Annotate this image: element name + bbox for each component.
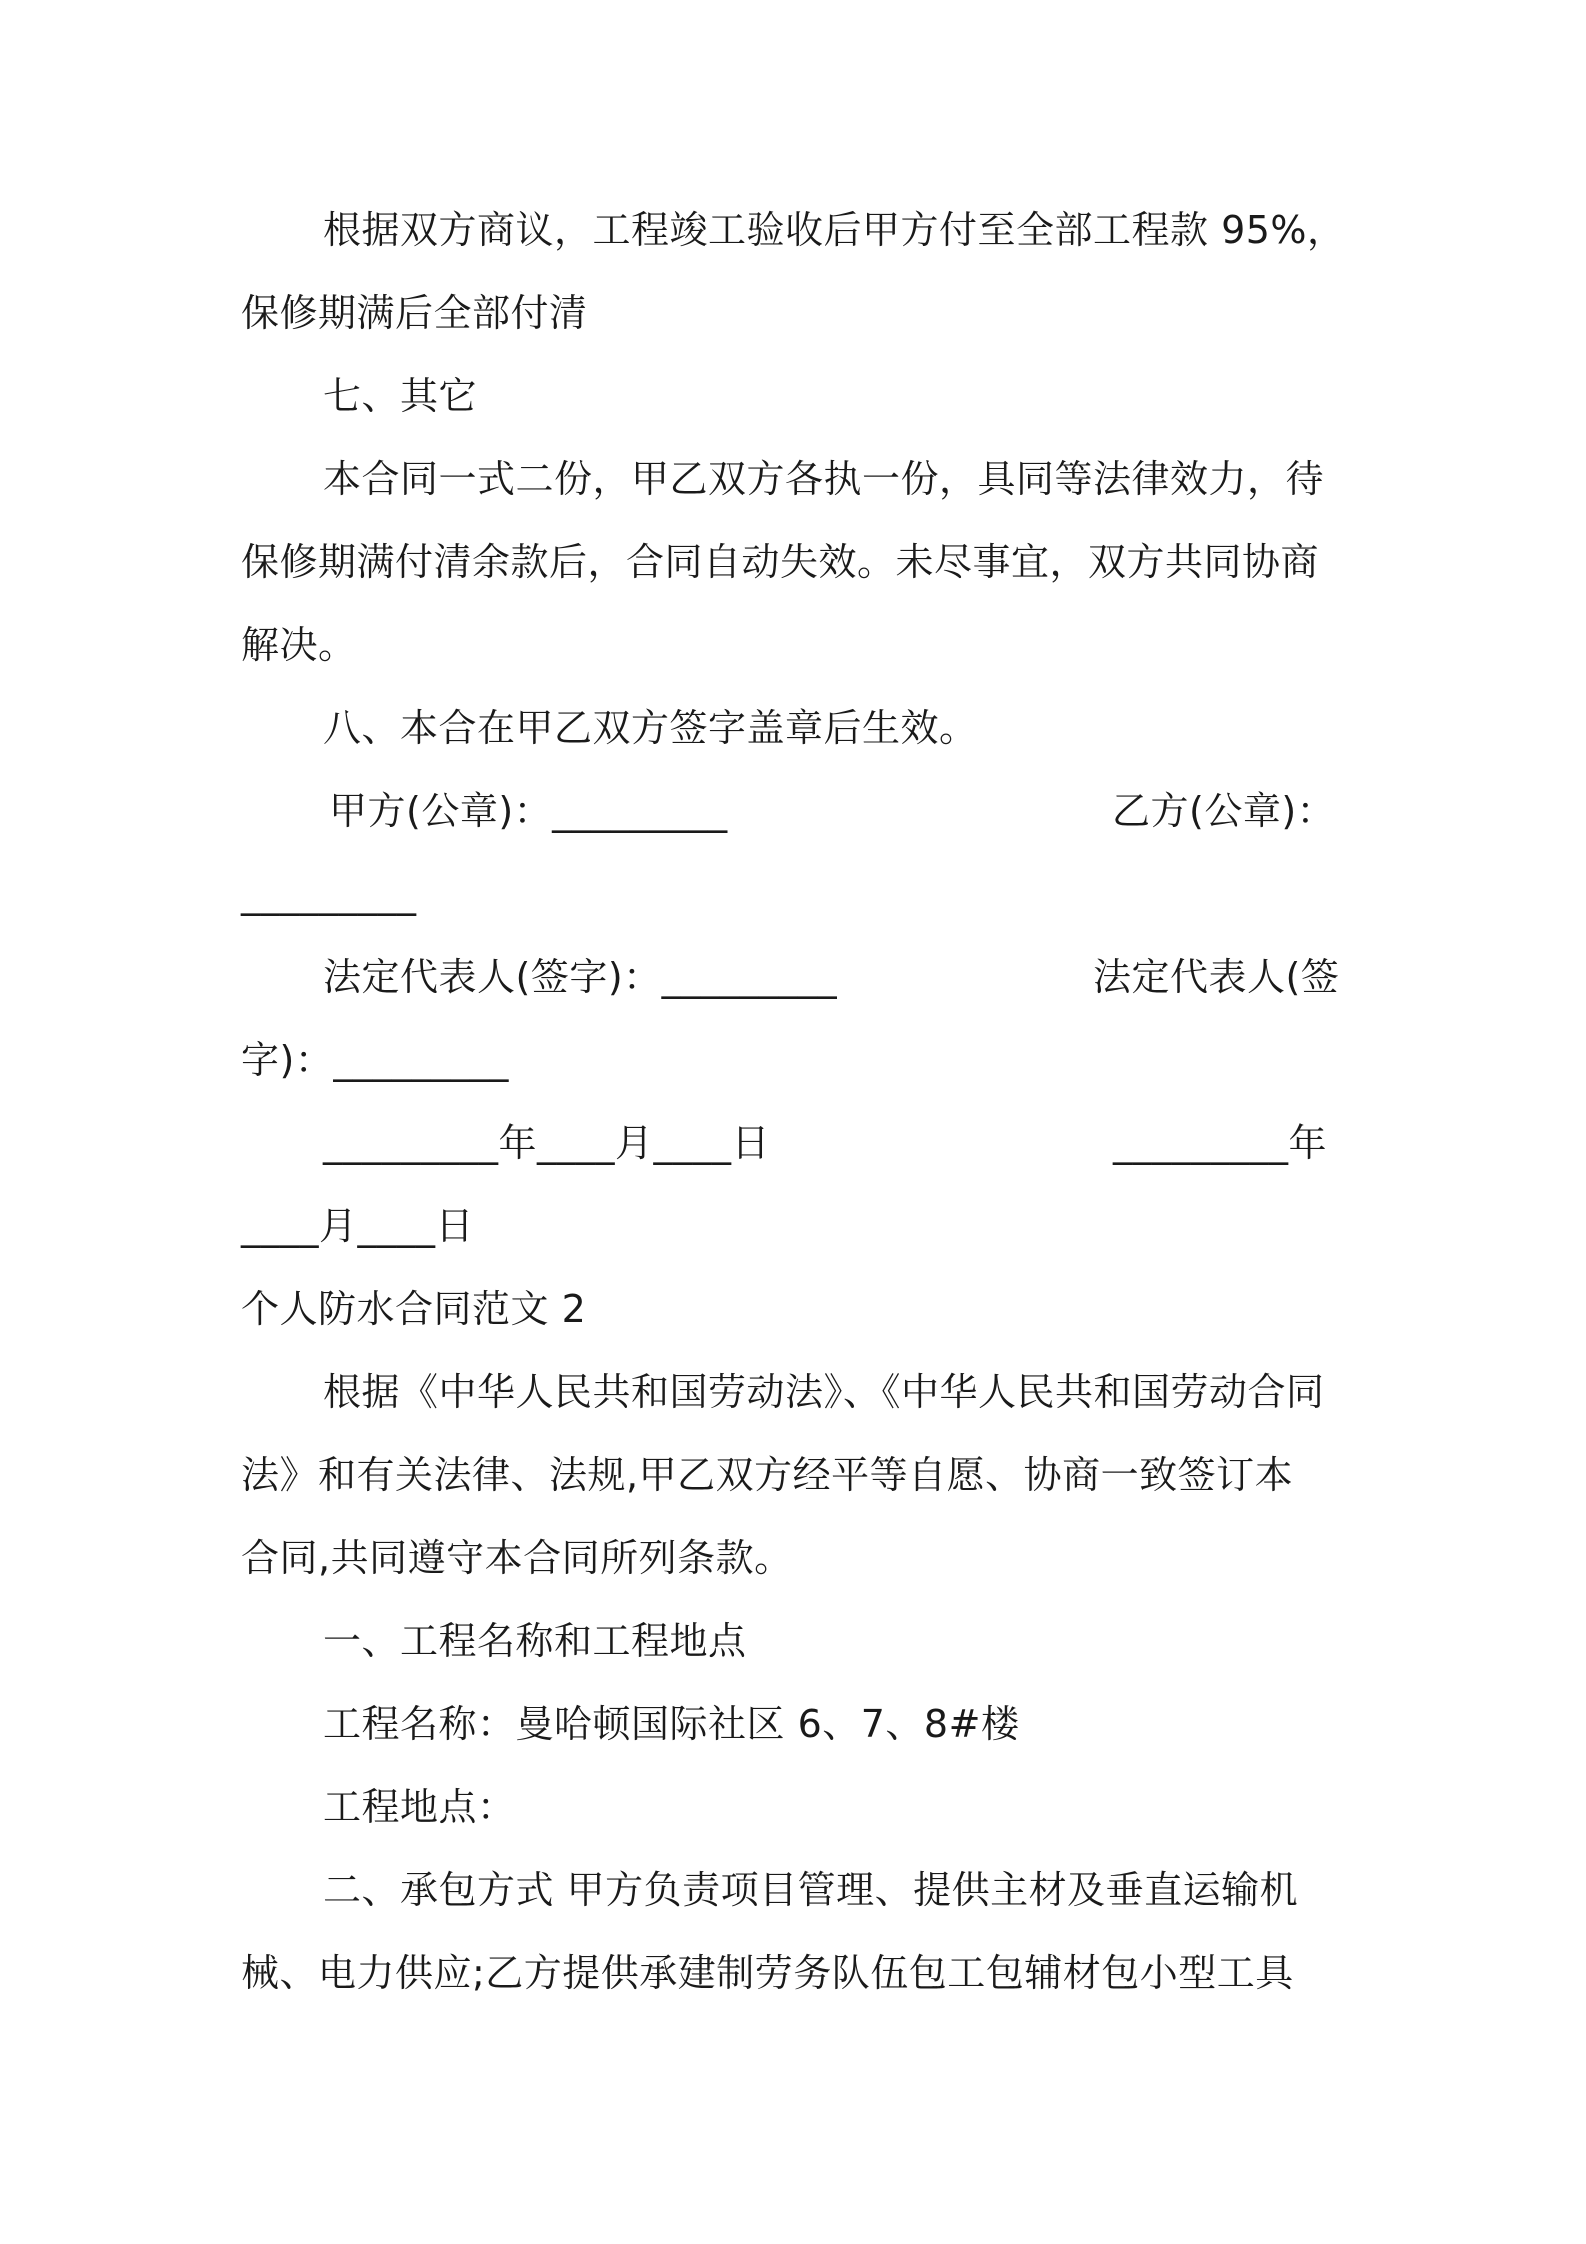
paragraph-line: 法》和有关法律、法规,甲乙双方经平等自愿、协商一致签订本 (241, 1453, 1294, 1497)
party-b-seal-blank: _________ (241, 872, 417, 916)
paragraph-line: 合同,共同遵守本合同所列条款。 (241, 1536, 793, 1580)
section-heading: 八、本合在甲乙双方签字盖章后生效。 (323, 706, 978, 750)
party-b-date-cont: ____月____日 (241, 1204, 475, 1248)
signature-row-date (241, 1118, 1361, 1168)
document-title: 个人防水合同范文 2 (241, 1287, 587, 1331)
paragraph-line: 根据双方商议，工程竣工验收后甲方付至全部工程款 95%， (323, 208, 1346, 252)
section-heading: 七、其它 (323, 374, 478, 418)
paragraph-line: 保修期满后全部付清 (241, 291, 588, 335)
project-location: 工程地点： (323, 1785, 516, 1829)
party-a-representative: 法定代表人(签字)：_________ (323, 955, 838, 999)
paragraph-line: 二、承包方式 甲方负责项目管理、提供主材及垂直运输机 (323, 1868, 1299, 1912)
paragraph-line: 根据《中华人民共和国劳动法》、《中华人民共和国劳动合同 (323, 1370, 1325, 1414)
party-b-representative-cont: 字)：_________ (241, 1038, 509, 1082)
paragraph-line: 本合同一式二份，甲乙双方各执一份，具同等法律效力，待 (323, 457, 1325, 501)
party-a-date: _________年____月____日 (323, 1121, 771, 1165)
signature-row-seal (241, 786, 1361, 836)
section-heading: 一、工程名称和工程地点 (323, 1619, 747, 1663)
party-a-seal: 甲方(公章)：_________ (329, 789, 728, 833)
party-b-date: _________年 (1113, 1121, 1328, 1165)
paragraph-line: 保修期满付清余款后，合同自动失效。未尽事宜，双方共同协商 (241, 540, 1320, 584)
paragraph-line: 解决。 (241, 623, 357, 667)
party-b-seal: 乙方(公章)： (1112, 789, 1336, 833)
party-b-representative: 法定代表人(签 (1093, 955, 1340, 999)
project-name: 工程名称：曼哈顿国际社区 6、7、8#楼 (323, 1702, 1020, 1746)
signature-row-rep (241, 952, 1361, 1002)
paragraph-line: 械、电力供应;乙方提供承建制劳务队伍包工包辅材包小型工具 (241, 1951, 1294, 1995)
